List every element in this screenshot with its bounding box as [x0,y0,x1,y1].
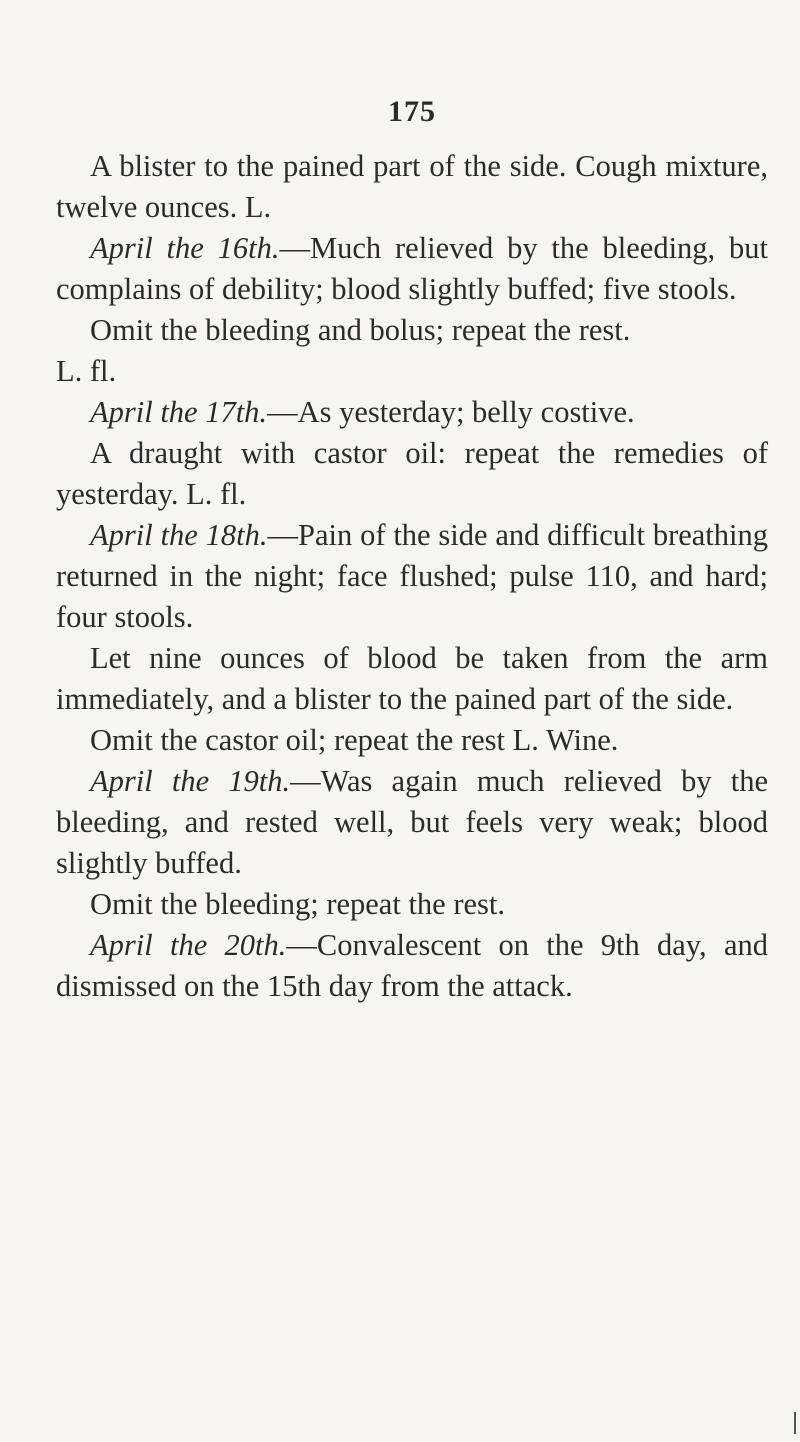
dated-entry [56,761,768,884]
entry-text: —Was again much relieved by the bleeding, and rested well, but feels very weak; blood slightly buffed. [56,764,768,880]
paragraph-text: Omit the castor oil; repeat the rest L. Wine. [90,723,619,757]
paragraph-text: L. fl. [56,354,117,388]
paragraph [56,146,768,228]
page-edge-mark [794,1412,796,1434]
paragraph [56,433,768,515]
paragraph-text: Omit the bleeding; repeat the rest. [90,887,505,921]
paragraph [56,351,768,392]
paragraph [56,638,768,720]
entry-text: —Pain of the side and difficult breathing returned in the night; face flushed; pulse 110, and hard; four stools. [56,518,768,634]
dated-entry [56,925,768,1007]
dated-entry [56,228,768,310]
paragraph [56,720,768,761]
dated-entry [56,515,768,638]
entry-text: —As yesterday; belly costive. [267,395,635,429]
entry-date: April the 16th. [90,231,280,265]
paragraph [56,310,768,351]
paragraph-text: Omit the bleeding and bolus; repeat the rest. [90,313,631,347]
entry-date: April the 19th. [90,764,291,798]
paragraph [56,884,768,925]
entry-date: April the 17th. [90,395,268,429]
book-page [56,92,768,1007]
paragraph-text: A draught with castor oil: repeat the remedies of yesterday. L. fl. [56,436,768,511]
paragraph-text: A blister to the pained part of the side. Cough mixture, twelve ounces. L. [56,149,768,224]
entry-text: —Much relieved by the bleeding, but complains of debility; blood slightly buffed; five stools. [56,231,768,306]
paragraph-text: Let nine ounces of blood be taken from the arm immediately, and a blister to the pained part of the side. [56,641,768,716]
page-number: 175 [388,95,436,128]
dated-entry [56,392,768,433]
entry-text: —Convalescent on the 9th day, and dismissed on the 15th day from the attack. [56,928,768,1003]
entry-date: April the 18th. [90,518,268,552]
entry-date: April the 20th. [90,928,287,962]
